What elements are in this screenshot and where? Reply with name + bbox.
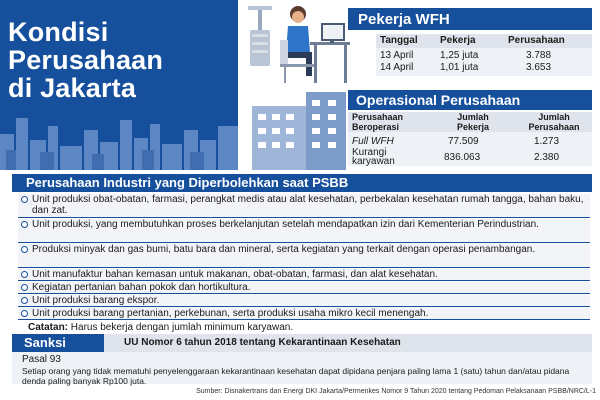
catatan-label: Catatan:: [28, 322, 69, 333]
bullet-icon: [21, 284, 28, 291]
ops-row-2-label: Kurangi karyawan: [352, 147, 395, 167]
list-item-text: Kegiatan pertanian bahan pokok dan hortikultura.: [32, 282, 251, 293]
bullet-icon: [21, 221, 28, 228]
list-item-text: Produksi minyak dan gas bumi, batu bara dan mineral, serta kegiatan yang terkait dengan operasi penambangan.: [32, 244, 536, 255]
sanksi-pasal: Pasal 93: [22, 354, 61, 365]
bullet-icon: [21, 297, 28, 304]
wfh-row-1-perusahaan: 3.788: [526, 50, 552, 61]
catatan-text: Harus bekerja dengan jumlah minimum karyawan.: [70, 322, 294, 333]
list-item: [18, 295, 590, 307]
worker-at-desk-icon: [240, 0, 352, 86]
list-item-text: Unit manufaktur bahan kemasan untuk makanan, obat-obatan, farmasi, dan alat kesehatan.: [32, 269, 438, 280]
bullet-icon: [21, 196, 28, 203]
list-item-text: Unit produksi barang ekspor.: [32, 295, 160, 306]
office-building-icon: [248, 84, 348, 170]
wfh-row-2-pekerja: 1,01 juta: [440, 62, 479, 73]
title-line-1: Kondisi: [8, 17, 109, 47]
wfh-row-2-perusahaan: 3.653: [526, 62, 552, 73]
list-item: [18, 244, 590, 268]
title-panel: [0, 0, 238, 170]
wfh-header: Pekerja WFH: [348, 8, 592, 30]
ops-table: [348, 112, 592, 166]
list-item-text: Unit produksi, yang membutuhkan proses berkelanjutan setelah mendapatkan izin dari Kementerian Perindustrian.: [32, 219, 539, 230]
industry-header: Perusahaan Industri yang Diperbolehkan saat PSBB: [12, 174, 592, 192]
sanksi-label: Sanksi: [12, 334, 104, 352]
wfh-row-1-tanggal: 13 April: [380, 50, 414, 61]
source-note: Sumber: Disnakertrans dan Energi DKI Jakarta/Permenkes Nomor 9 Tahun 2020 tentang Pedoman Pelaksanaan PSBB/NRC/L-1: [196, 388, 596, 395]
wfh-table: [376, 34, 592, 76]
ops-row-1-pekerja: 77.509: [448, 136, 479, 147]
list-item: [18, 269, 590, 281]
list-item: [18, 194, 590, 218]
ops-col-pekerja: Jumlah Pekerja: [456, 112, 490, 132]
sanksi-bar: [12, 334, 592, 352]
ops-col-perusahaan: Jumlah Perusahaan: [528, 112, 580, 132]
list-item: [18, 219, 590, 243]
wfh-col-perusahaan: Perusahaan: [508, 35, 565, 46]
wfh-col-pekerja: Pekerja: [440, 35, 476, 46]
ops-col-beroperasi: Perusahaan Beroperasi: [352, 112, 404, 132]
ops-row-1-label: Full WFH: [352, 136, 394, 147]
bullet-icon: [21, 310, 28, 317]
bullet-icon: [21, 246, 28, 253]
sanksi-text: Setiap orang yang tidak mematuhi penyelenggaraan kekarantinaan kesehatan dapat dipidana penjara paling lama 1 (satu) tahun dan/atau pidana denda paling banyak Rp100 juta.: [22, 366, 570, 386]
list-item: [18, 282, 590, 294]
title-line-3: di Jakarta: [8, 73, 137, 103]
wfh-col-tanggal: Tanggal: [380, 35, 418, 46]
bullet-icon: [21, 271, 28, 278]
sanksi-body: [12, 352, 592, 384]
list-item-text: Unit produksi barang pertanian, perkebunan, serta produksi usaha mikro kecil menengah.: [32, 308, 429, 319]
ops-row-2-perusahaan: 2.380: [534, 152, 560, 163]
title-line-2: Perusahaan: [8, 45, 164, 75]
ops-row-1-perusahaan: 1.273: [534, 136, 560, 147]
list-item: [18, 308, 590, 320]
wfh-row-2-tanggal: 14 April: [380, 62, 414, 73]
wfh-row-1-pekerja: 1,25 juta: [440, 50, 479, 61]
list-item-text: Unit produksi obat-obatan, farmasi, perangkat medis atau alat kesehatan, perbekalan kesehatan rumah tangga, bahan baku, dan zat.: [32, 194, 584, 216]
city-skyline-icon: [0, 90, 238, 170]
ops-row-2-pekerja: 836.063: [444, 152, 481, 163]
sanksi-law: UU Nomor 6 tahun 2018 tentang Kekarantinaan Kesehatan: [124, 337, 401, 348]
ops-header: Operasional Perusahaan: [348, 90, 592, 110]
catatan: [28, 322, 293, 333]
